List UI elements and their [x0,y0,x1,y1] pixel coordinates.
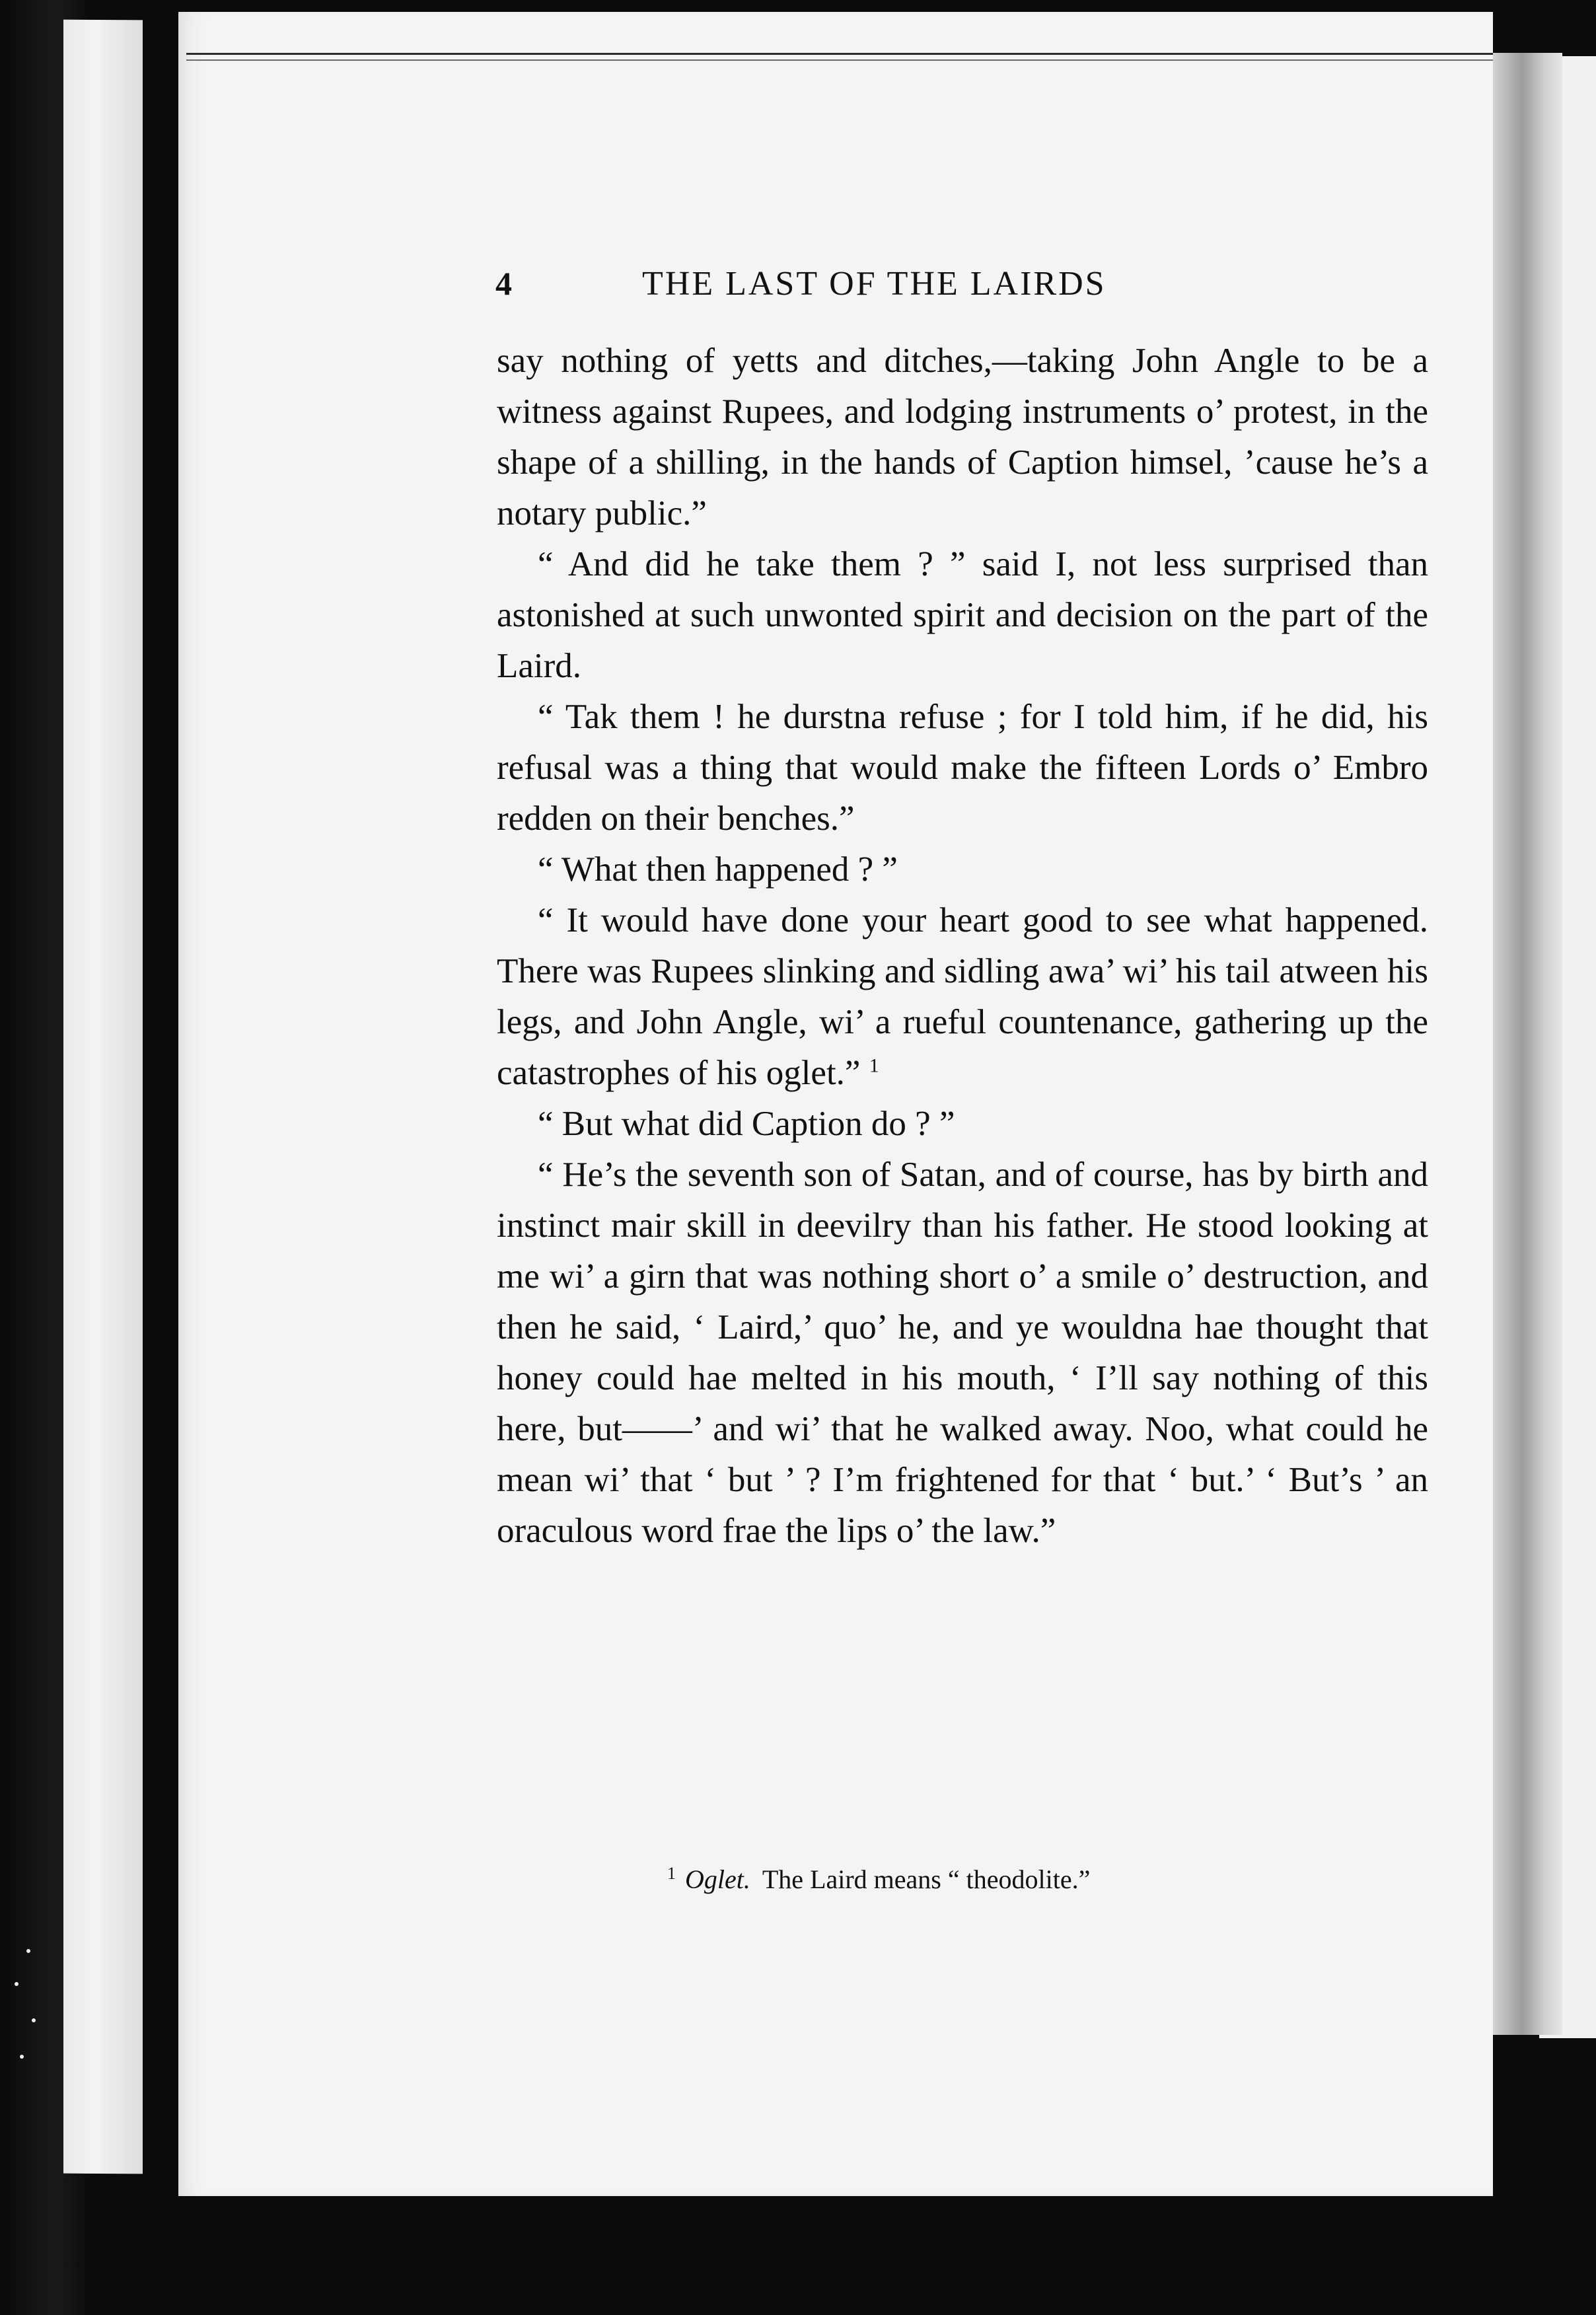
book-gutter-shadow [1490,53,1562,2035]
paragraph: “ Tak them ! he durstna refuse ; for I told him, if he did, his refusal was a thing that would make the fifteen Lords o’ Embro redden on their benches.” [497,698,1428,838]
footnote-mark: 1 [667,1863,676,1883]
paragraph: “ What then happened ? ” [538,850,898,889]
page-header [495,264,1414,311]
top-rule-secondary [186,59,1493,61]
page-number: 4 [495,265,512,302]
paragraph: “ He’s the seventh son of Satan, and of course, has by birth and instinct mair skill in deevilry than his father. He stood looking at me wi’ a girn that was nothing short o’ a smile o’ destruction, and then he said, ‘ Laird,’ quo’ he, and ye wouldna hae thought that honey could hae melted in his mouth, ‘ I’ll say nothing of this here, but——’ and wi’ that he walked away. Noo, what could he mean wi’ that ‘ but ’ ? I’m frightened for that ‘ but.’ ‘ But’s ’ an oraculous word frae the lips o’ the law.” [497,1156,1428,1550]
footnote [667,1863,1394,1896]
book-page [178,12,1493,2196]
paragraph: “ But what did Caption do ? ” [538,1105,955,1143]
paragraph: say nothing of yetts and ditches,—taking John Angle to be a witness against Rupees, and lodging instruments o’ protest, in the shape of a shilling, in the hands of Caption himsel, ’cause he’s a notary public.” [497,342,1428,533]
paragraph: “ It would have done your heart good to see what happened. There was Rupees slinking and sidling awa’ wi’ his tail atween his legs, and John Angle, wi’ a rueful countenance, gathering up the catastrophes of his oglet.” $^1$ [497,901,1428,1092]
top-rule [186,53,1493,55]
running-head: THE LAST OF THE LAIRDS [642,265,1106,303]
body-text [497,336,1428,1557]
footnote-term: Oglet. [685,1864,750,1894]
footnote-text: The Laird means “ theodolite.” [762,1864,1091,1894]
footnote-reference[interactable]: 1 [869,1054,879,1077]
underlying-page-edge [63,20,143,2174]
paragraph: “ And did he take them ? ” said I, not less surprised than astonished at such unwonted spirit and decision on the part of the Laird. [497,545,1428,685]
